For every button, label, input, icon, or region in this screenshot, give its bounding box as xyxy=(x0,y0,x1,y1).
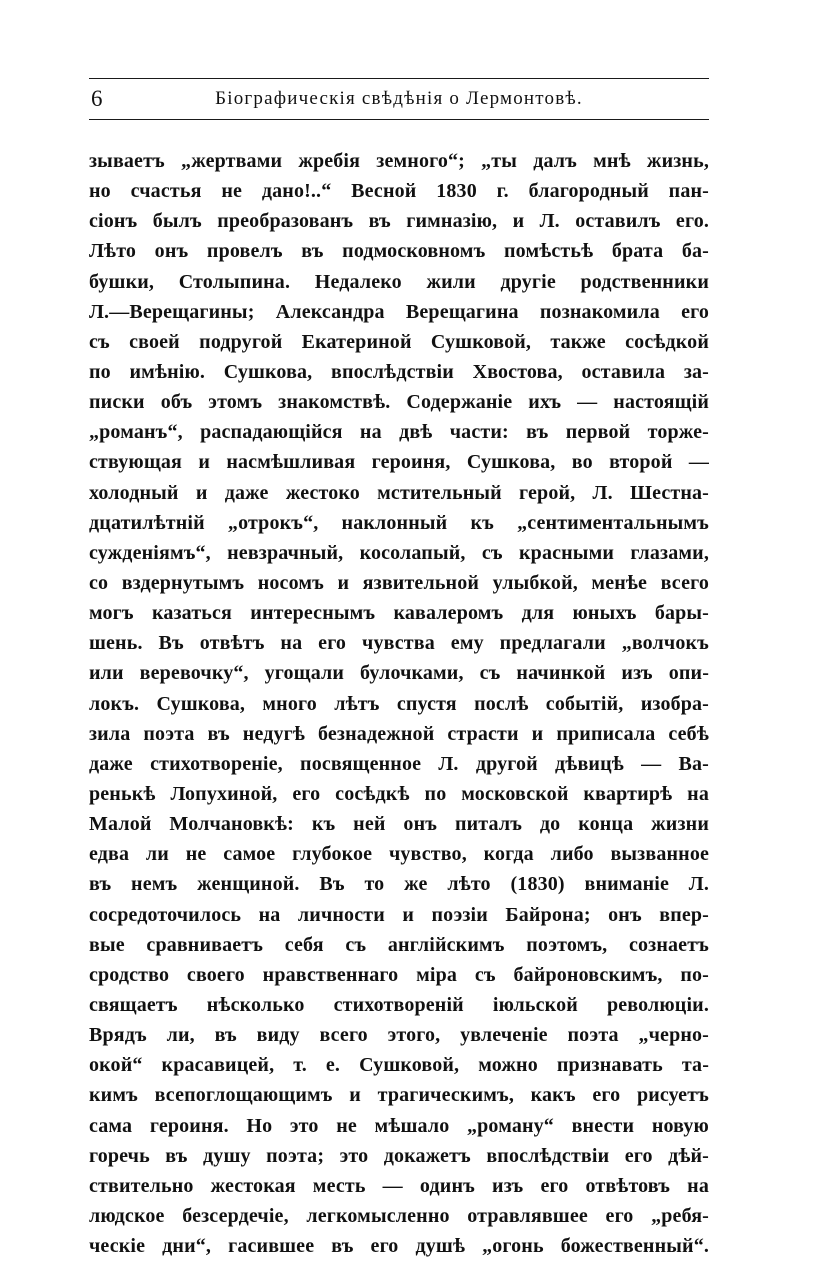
text-line: едва ли не самое глубокое чувство, когда либо вызванное xyxy=(89,843,709,866)
text-line: по имѣнію. Сушкова, впослѣдствіи Хвостова, оставила за- xyxy=(89,360,709,383)
text-line: горечь въ душу поэта; это докажетъ впослѣдствіи его дѣй- xyxy=(89,1144,709,1167)
text-line: Врядъ ли, въ виду всего этого, увлеченіе поэта „черно- xyxy=(89,1024,709,1047)
text-line: со вздернутымъ носомъ и язвительной улыбкой, менѣе всего xyxy=(89,571,709,594)
text-line: Малой Молчановкѣ: къ ней онъ питалъ до конца жизни xyxy=(89,813,709,836)
text-line: зила поэта въ недугѣ безнадежной страсти и приписала себѣ xyxy=(89,722,709,745)
header-bottom-rule xyxy=(89,119,709,120)
text-line: шень. Въ отвѣтъ на его чувства ему предлагали „волчокъ xyxy=(89,632,709,655)
text-line: могъ казаться интереснымъ кавалеромъ для юныхъ бары- xyxy=(89,602,709,625)
text-line: кимъ всепоглощающимъ и трагическимъ, какъ его рисуетъ xyxy=(89,1084,709,1107)
text-line: сіонъ былъ преобразованъ въ гимназію, и Л. оставилъ его. xyxy=(89,210,709,233)
text-line: вые сравниваетъ себя съ англійскимъ поэтомъ, сознаетъ xyxy=(89,933,709,956)
text-line: локъ. Сушкова, много лѣтъ спустя послѣ событій, изобра- xyxy=(89,692,709,715)
text-line: писки объ этомъ знакомствѣ. Содержаніе ихъ — настоящій xyxy=(89,391,709,414)
text-line: сама героиня. Но это не мѣшало „роману“ внести новую xyxy=(89,1114,709,1137)
text-line: или веревочку“, угощали булочками, съ начинкой изъ опи- xyxy=(89,662,709,685)
text-line: ренькѣ Лопухиной, его сосѣдкѣ по московской квартирѣ на xyxy=(89,782,709,805)
book-page xyxy=(89,78,709,1261)
text-line: въ немъ женщиной. Въ то же лѣто (1830) вниманіе Л. xyxy=(89,873,709,896)
text-line: свящаетъ нѣсколько стихотвореній іюльской революціи. xyxy=(89,993,709,1016)
text-line: окой“ красавицей, т. е. Сушковой, можно признавать та- xyxy=(89,1054,709,1077)
text-line: бушки, Столыпина. Недалеко жили другіе родственники xyxy=(89,270,709,293)
page-number: 6 xyxy=(91,86,103,111)
text-line: ствующая и насмѣшливая героиня, Сушкова, во второй — xyxy=(89,451,709,474)
text-line: но счастья не дано!..“ Весной 1830 г. благородный пан- xyxy=(89,180,709,203)
text-line: сосредоточилось на личности и поэзіи Байрона; онъ впер- xyxy=(89,903,709,926)
text-line: сродство своего нравственнаго міра съ байроновскимъ, по- xyxy=(89,963,709,986)
text-line: съ своей подругой Екатериной Сушковой, также сосѣдкой xyxy=(89,330,709,353)
text-line: ствительно жестокая месть — одинъ изъ его отвѣтовъ на xyxy=(89,1174,709,1197)
text-line: ческіе дни“, гасившее въ его душѣ „огонь божественный“. xyxy=(89,1235,709,1258)
text-line: людское безсердечіе, легкомысленно отравлявшее его „ребя- xyxy=(89,1204,709,1227)
text-line: Л.—Верещагины; Александра Верещагина познакомила его xyxy=(89,300,709,323)
running-title: Біографическія свѣдѣнія о Лермонтовѣ. xyxy=(215,88,583,109)
text-line: дцатилѣтній „отрокъ“, наклонный къ „сентиментальнымъ xyxy=(89,511,709,534)
page-header xyxy=(89,79,709,119)
body-text xyxy=(89,146,709,1261)
text-line: даже стихотвореніе, посвященное Л. другой дѣвицѣ — Ва- xyxy=(89,752,709,775)
text-line: „романъ“, распадающійся на двѣ части: въ первой торже- xyxy=(89,421,709,444)
text-line: холодный и даже жестоко мстительный герой, Л. Шестна- xyxy=(89,481,709,504)
text-line: зываетъ „жертвами жребія земного“; „ты далъ мнѣ жизнь, xyxy=(89,150,709,172)
text-line: Лѣто онъ провелъ въ подмосковномъ помѣстьѣ брата ба- xyxy=(89,240,709,263)
text-line: сужденіямъ“, невзрачный, косолапый, съ красными глазами, xyxy=(89,541,709,564)
